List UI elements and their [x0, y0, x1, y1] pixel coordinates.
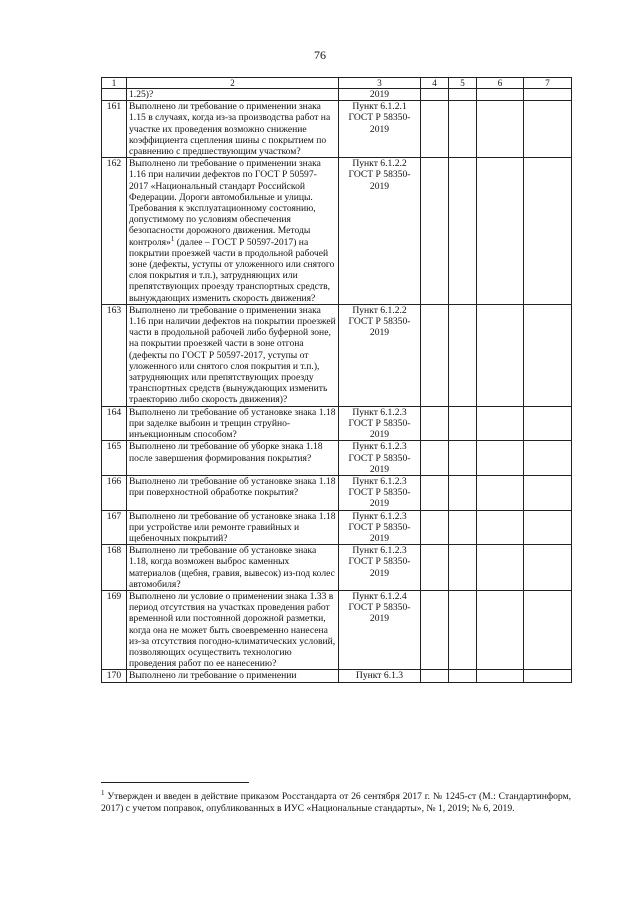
answer-cell	[449, 545, 477, 591]
answer-cell	[421, 670, 449, 682]
answer-cell	[421, 406, 449, 441]
row-number: 164	[102, 406, 127, 441]
answer-cell	[449, 158, 477, 305]
footnote-reference: 1	[170, 234, 175, 243]
row-number: 167	[102, 510, 127, 545]
continuation-row	[102, 89, 572, 101]
answer-cell	[524, 304, 572, 406]
column-header: 1	[102, 78, 127, 89]
question-text: (далее – ГОСТ Р 50597-2017) на покрытии проезжей части в продольной рабочей зоне (дефекты, уступы от уложенного или снятого слоя покрытия и т.п.), затрудняющих или препятствующих проезду транспортных средств, вынуждающих изменить скорость движения?	[129, 236, 335, 304]
answer-cell	[421, 89, 449, 101]
table-row	[102, 670, 572, 682]
table-row	[102, 304, 572, 406]
page-number: 76	[314, 48, 326, 62]
table-row	[102, 158, 572, 305]
header-row	[102, 78, 572, 89]
answer-cell	[524, 406, 572, 441]
answer-cell	[477, 101, 524, 158]
answer-cell	[421, 545, 449, 591]
reference-cell: Пункт 6.1.2.1 ГОСТ Р 58350-2019	[339, 101, 421, 158]
answer-cell	[477, 441, 524, 476]
question-cell: Выполнено ли требование об установке знака 1.18, когда возможен выброс каменных материалов (щебня, гравия, вывесок) из-под колес автомобиля?	[127, 545, 339, 591]
reference-cell: Пункт 6.1.2.2 ГОСТ Р 58350-2019	[339, 158, 421, 305]
answer-cell	[477, 590, 524, 669]
answer-cell	[524, 510, 572, 545]
column-header: 2	[127, 78, 339, 89]
answer-cell	[421, 101, 449, 158]
table-row	[102, 101, 572, 158]
answer-cell	[524, 441, 572, 476]
question-cell: Выполнено ли требование об уборке знака 1.18 после завершения формирования покрытия?	[127, 441, 339, 476]
question-cell: Выполнено ли требование о применении	[127, 670, 339, 682]
reference-cell: Пункт 6.1.2.3 ГОСТ Р 58350-2019	[339, 475, 421, 510]
table-row	[102, 406, 572, 441]
question-cell: Выполнено ли требование об установке знака 1.18 при заделке выбоин и трещин струйно-инъекционным способом?	[127, 406, 339, 441]
answer-cell	[421, 441, 449, 476]
answer-cell	[421, 304, 449, 406]
answer-cell	[449, 101, 477, 158]
question-cell: 1.25)?	[127, 89, 339, 101]
answer-cell	[449, 441, 477, 476]
checklist-table	[101, 77, 572, 683]
table-row	[102, 441, 572, 476]
row-number: 162	[102, 158, 127, 305]
question-cell: Выполнено ли требование об установке знака 1.18 при поверхностной обработке покрытия?	[127, 475, 339, 510]
table-row	[102, 475, 572, 510]
answer-cell	[477, 545, 524, 591]
answer-cell	[477, 158, 524, 305]
answer-cell	[421, 590, 449, 669]
row-number: 161	[102, 101, 127, 158]
answer-cell	[421, 158, 449, 305]
row-number: 170	[102, 670, 127, 682]
answer-cell	[449, 304, 477, 406]
footnote-text: Утвержден и введен в действие приказом Росстандарта от 26 сентября 2017 г. № 1245-ст (М.: Стандартинформ, 2017) с учетом поправок, опубликованных в ИУС «Национальные стандарты», № 1, 2019; № 6, 2019.	[101, 791, 572, 814]
column-header: 3	[339, 78, 421, 89]
answer-cell	[477, 304, 524, 406]
answer-cell	[524, 158, 572, 305]
reference-cell: Пункт 6.1.2.2 ГОСТ Р 58350-2019	[339, 304, 421, 406]
answer-cell	[421, 475, 449, 510]
answer-cell	[477, 510, 524, 545]
answer-cell	[477, 475, 524, 510]
column-header: 5	[449, 78, 477, 89]
answer-cell	[449, 89, 477, 101]
table-row	[102, 545, 572, 591]
question-cell: Выполнено ли требование о применении знака 1.16 при наличии дефектов на покрытии проезжей части в продольной рабочей либо буферной зоне, на покрытии проезжей части в зоне отгона (дефекты по ГОСТ Р 50597-2017, уступы от уложенного или снятого слоя покрытия и т.п.), затрудняющих или препятствующих проезду транспортных средств (вынуждающих изменить траекторию либо скорость движения)?	[127, 304, 339, 406]
answer-cell	[477, 670, 524, 682]
table-row	[102, 590, 572, 669]
table-row	[102, 510, 572, 545]
reference-cell: Пункт 6.1.3	[339, 670, 421, 682]
row-number: 163	[102, 304, 127, 406]
answer-cell	[524, 101, 572, 158]
answer-cell	[449, 670, 477, 682]
footnote-divider	[101, 782, 249, 783]
reference-cell: 2019	[339, 89, 421, 101]
column-header: 6	[477, 78, 524, 89]
question-cell: Выполнено ли требование об установке знака 1.18 при устройстве или ремонте гравийных и щебеночных покрытий?	[127, 510, 339, 545]
question-cell: Выполнено ли требование о применении знака 1.15 в случаях, когда из-за производства работ на участке их проведения возможно снижение коэффициента сцепления шины с покрытием по сравнению с предшествующим участком?	[127, 101, 339, 158]
answer-cell	[524, 475, 572, 510]
answer-cell	[524, 89, 572, 101]
answer-cell	[524, 590, 572, 669]
answer-cell	[449, 590, 477, 669]
answer-cell	[421, 510, 449, 545]
footnote	[101, 788, 571, 814]
reference-cell: Пункт 6.1.2.4 ГОСТ Р 58350-2019	[339, 590, 421, 669]
column-header: 4	[421, 78, 449, 89]
row-number: 165	[102, 441, 127, 476]
row-number: 168	[102, 545, 127, 591]
answer-cell	[524, 670, 572, 682]
question-cell: Выполнено ли условие о применении знака 1.33 в период отсутствия на участках проведения работ временной или постоянной дорожной разметки, когда она не может быть своевременно нанесена из-за отсутствия погодно-климатических условий, позволяющих осуществить технологию проведения работ по ее нанесению?	[127, 590, 339, 669]
answer-cell	[524, 545, 572, 591]
footnote-mark: 1	[101, 789, 105, 797]
answer-cell	[449, 475, 477, 510]
reference-cell: Пункт 6.1.2.3 ГОСТ Р 58350-2019	[339, 406, 421, 441]
row-number: 169	[102, 590, 127, 669]
question-text: Выполнено ли требование о применении знака 1.16 при наличии дефектов по ГОСТ Р 50597-2017 «Национальный стандарт Российской Федерации. Дороги автомобильные и улицы. Требования к эксплуатационному состоянию, допустимому по условиям обеспечения безопасности дорожного движения. Методы контроля»	[129, 158, 321, 248]
answer-cell	[477, 89, 524, 101]
reference-cell: Пункт 6.1.2.3 ГОСТ Р 58350-2019	[339, 441, 421, 476]
answer-cell	[449, 510, 477, 545]
row-number: 166	[102, 475, 127, 510]
question-cell	[127, 158, 339, 305]
row-number	[102, 89, 127, 101]
column-header: 7	[524, 78, 572, 89]
reference-cell: Пункт 6.1.2.3 ГОСТ Р 58350-2019	[339, 545, 421, 591]
answer-cell	[477, 406, 524, 441]
answer-cell	[449, 406, 477, 441]
reference-cell: Пункт 6.1.2.3 ГОСТ Р 58350-2019	[339, 510, 421, 545]
